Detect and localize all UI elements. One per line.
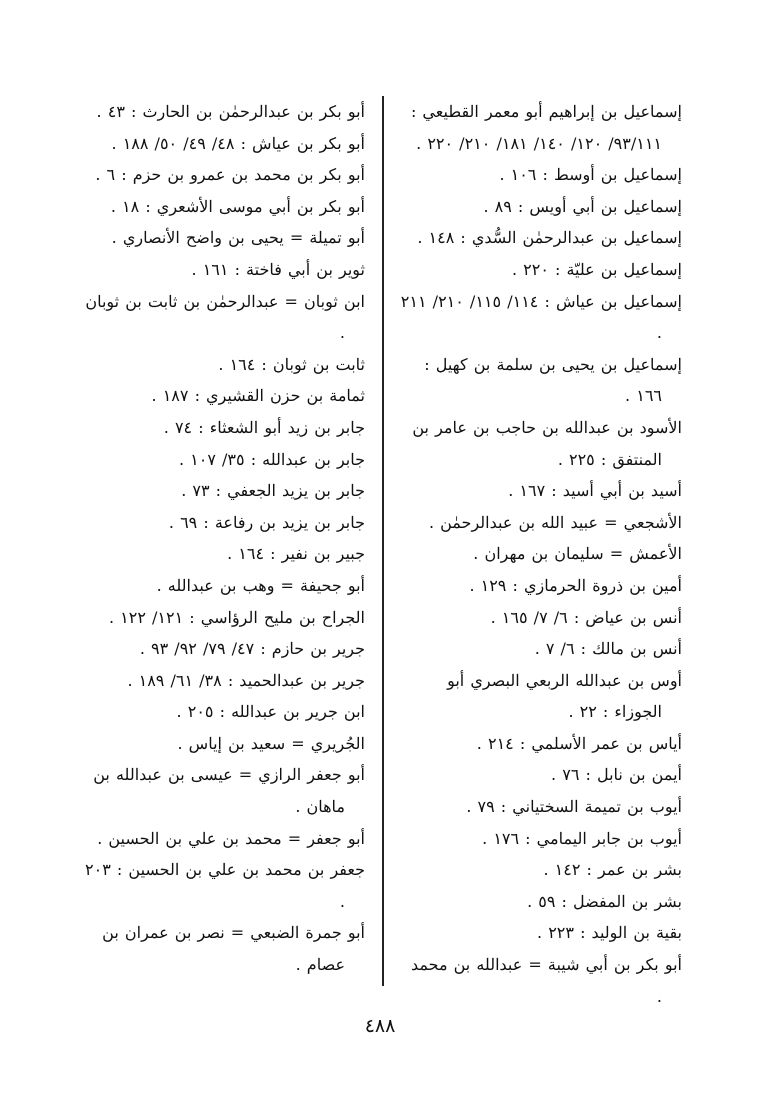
- column-divider: [382, 96, 384, 986]
- index-entry: أوس بن عبدالله الربعي البصري أبو الجوزاء : ٢٢ .: [447, 670, 682, 722]
- page-number: ٤٨٨: [364, 1015, 396, 1037]
- index-entry: جابر بن يزيد بن رفاعة : ٦٩ .: [168, 512, 365, 532]
- index-entry: أبو تميلة = يحيى بن واضح الأنصاري .: [111, 228, 365, 248]
- index-entry: أياس بن عمر الأسلمي : ٢١٤ .: [476, 733, 682, 753]
- index-entry: إسماعيل بن عليّة : ٢٢٠ .: [511, 259, 682, 279]
- index-entry: أبو جمرة الضبعي = نصر بن عمران بن عصام .: [102, 923, 365, 975]
- index-entry: جابر بن زيد أبو الشعثاء : ٧٤ .: [163, 417, 365, 437]
- index-entry: إسماعيل بن أبي أويس : ٨٩ .: [483, 196, 682, 216]
- index-entry: الأشجعي = عبيد الله بن عبدالرحمٰن .: [428, 512, 682, 532]
- index-entry: أيوب بن تميمة السختياني : ٧٩ .: [466, 797, 682, 817]
- index-entry: بشر بن المفضل : ٥٩ .: [527, 891, 682, 911]
- index-entry: الأعمش = سليمان بن مهران .: [473, 544, 682, 564]
- index-entry: الجُريري = سعيد بن إياس .: [177, 733, 365, 753]
- index-entry: جابر بن عبدالله : ٣٥/ ١٠٧ .: [178, 449, 365, 469]
- index-entry: أبو بكر بن عياش : ٤٨/ ٤٩/ ٥٠/ ١٨٨ .: [111, 133, 365, 153]
- index-entry: ثمامة بن حزن القشيري : ١٨٧ .: [151, 386, 365, 406]
- index-entry: أبو بكر بن محمد بن عمرو بن حزم : ٦ .: [95, 165, 365, 185]
- index-entry: أيمن بن نابل : ٧٦ .: [551, 765, 682, 785]
- right-column: [400, 96, 682, 1012]
- index-entry: أنس بن عياض : ٦/ ٧/ ١٦٥ .: [490, 607, 682, 627]
- index-entry: بشر بن عمر : ١٤٢ .: [543, 860, 682, 880]
- index-entry: الأسود بن عبدالله بن حاجب بن عامر بن المنتفق : ٢٢٥ .: [412, 417, 682, 469]
- index-entry: إسماعيل بن يحيى بن سلمة بن كهيل : ١٦٦ .: [424, 354, 682, 406]
- index-entry: إسماعيل بن إبراهيم أبو معمر القطيعي : ٩٣/١١١/ ١٢٠/ ١٤٠/ ١٨١/ ٢١٠/ ٢٢٠ .: [410, 102, 682, 153]
- index-entry: جرير بن عبدالحميد : ٣٨/ ٦١/ ١٨٩ .: [127, 670, 365, 690]
- index-entry: ابن جرير بن عبدالله : ٢٠٥ .: [176, 702, 365, 722]
- index-entry: أبو بكر بن أبي شيبة = عبدالله بن محمد .: [410, 955, 682, 1006]
- index-entry: أيوب بن جابر اليمامي : ١٧٦ .: [482, 828, 682, 848]
- left-column: [83, 96, 365, 981]
- index-entry: أسيد بن أبي أسيد : ١٦٧ .: [508, 481, 682, 501]
- index-entry: أنس بن مالك : ٦/ ٧ .: [534, 639, 682, 659]
- index-entry: أبو جعفر الرازي = عيسى بن عبدالله بن ماهان .: [93, 765, 365, 817]
- index-entry: ثوير بن أبي فاختة : ١٦١ .: [191, 259, 365, 279]
- index-entry: ابن ثوبان = عبدالرحمٰن بن ثابت بن ثوبان .: [85, 291, 365, 343]
- index-entry: أبو جحيفة = وهب بن عبدالله .: [156, 575, 365, 595]
- index-entry: جعفر بن محمد بن علي بن الحسين : ٢٠٣ .: [85, 860, 365, 911]
- index-entry: أبو بكر بن عبدالرحمٰن بن الحارث : ٤٣ .: [96, 102, 365, 121]
- index-entry: إسماعيل بن عياش : ١١٤/ ١١٥/ ٢١٠/ ٢١١ .: [400, 291, 682, 343]
- index-entry: جرير بن حازم : ٤٧/ ٧٩/ ٩٢/ ٩٣ .: [139, 639, 365, 659]
- index-entry: إسماعيل بن أوسط : ١٠٦ .: [499, 165, 682, 185]
- index-entry: ثابت بن ثوبان : ١٦٤ .: [218, 354, 365, 374]
- index-entry: إسماعيل بن عبدالرحمٰن السُّدي : ١٤٨ .: [417, 228, 682, 248]
- index-entry: بقية بن الوليد : ٢٢٣ .: [537, 923, 682, 943]
- index-entry: جابر بن يزيد الجعفي : ٧٣ .: [181, 481, 365, 501]
- index-entry: أمين بن ذروة الحرمازي : ١٢٩ .: [469, 575, 682, 595]
- index-entry: أبو بكر بن أبي موسى الأشعري : ١٨ .: [110, 196, 365, 216]
- index-entry: الجراح بن مليح الرؤاسي : ١٢١/ ١٢٢ .: [108, 607, 365, 627]
- index-entry: جبير بن نفير : ١٦٤ .: [227, 544, 365, 564]
- index-entry: أبو جعفر = محمد بن علي بن الحسين .: [97, 828, 365, 848]
